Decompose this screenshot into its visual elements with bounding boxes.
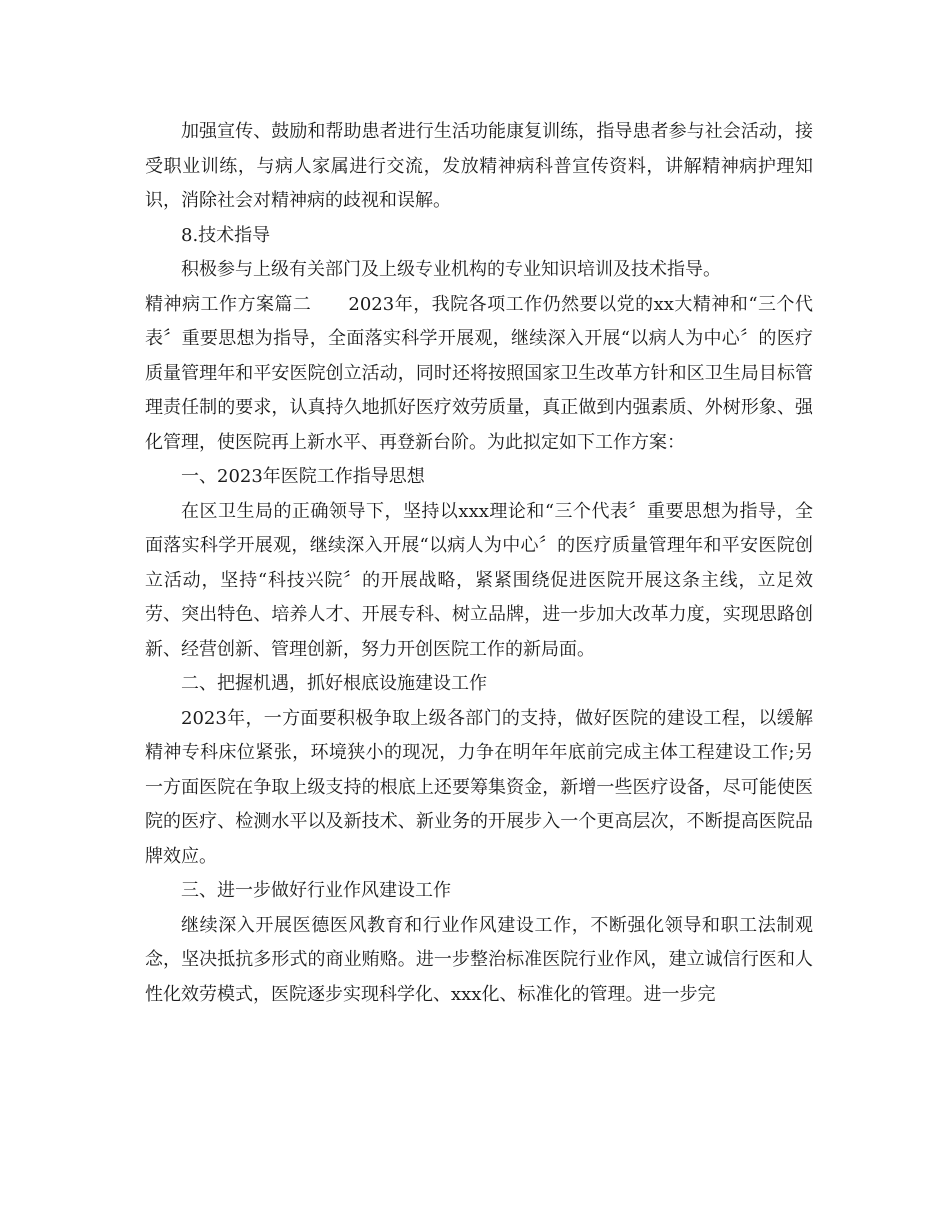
- heading-technical-guidance: 8.技术指导: [181, 224, 271, 246]
- paragraph-guiding-ideology: 在区卫生局的正确领导下，坚持以xxx理论和“三个代表〞重要思想为指导，全面落实科学开展观，继续深入开展“以病人为中心〞的医疗质量管理年和平安医院创立活动，坚持“科技兴院〞的开展战略，紧紧围绕促进医院开展这条主线，立足效劳、突出特色、培养人才、开展专科、树立品牌，进一步加大改革力度，实现思路创新、经营创新、管理创新，努力开创医院工作的新局面。: [145, 500, 813, 660]
- paragraph-infrastructure: 2023年，一方面要积极争取上级各部门的支持，做好医院的建设工程，以缓解精神专科床位紧张，环境狭小的现况，力争在明年年底前完成主体工程建设工作;另一方面医院在争取上级支持的根底上还要筹集资金，新增一些医疗设备，尽可能使医院的医疗、检测水平以及新技术、新业务的开展步入一个更高层次，不断提高医院品牌效应。: [145, 707, 813, 867]
- paragraph-plan-two-intro: 精神病工作方案篇二 2023年，我院各项工作仍然要以党的xx大精神和“三个代表〞重要思想为指导，全面落实科学开展观，继续深入开展“以病人为中心〞的医疗质量管理年和平安医院创立活动，同时还将按照国家卫生改革方针和区卫生局目标管理责任制的要求，认真持久地抓好医疗效劳质量，真正做到内强素质、外树形象、强化管理，使医院再上新水平、再登新台阶。为此拟定如下工作方案：: [145, 293, 813, 453]
- heading-infrastructure: 二、把握机遇，抓好根底设施建设工作: [181, 673, 487, 694]
- document-body: [145, 115, 813, 1012]
- paragraph-industry-conduct: 继续深入开展医德医风教育和行业作风建设工作，不断强化领导和职工法制观念，坚决抵抗多形式的商业贿赂。进一步整治标准医院行业作风，建立诚信行医和人性化效劳模式，医院逐步实现科学化、xxx化、标准化的管理。进一步完: [145, 914, 813, 1005]
- heading-guiding-ideology: 一、2023年医院工作指导思想: [181, 466, 425, 487]
- paragraph-technical-guidance: 积极参与上级有关部门及上级专业机构的专业知识培训及技术指导。: [181, 259, 721, 280]
- paragraph-patient-rehab: 加强宣传、鼓励和帮助患者进行生活功能康复训练，指导患者参与社会活动，接受职业训练，与病人家属进行交流，发放精神病科普宣传资料，讲解精神病护理知识，消除社会对精神病的歧视和误解。: [145, 121, 813, 211]
- heading-industry-conduct: 三、进一步做好行业作风建设工作: [181, 880, 451, 901]
